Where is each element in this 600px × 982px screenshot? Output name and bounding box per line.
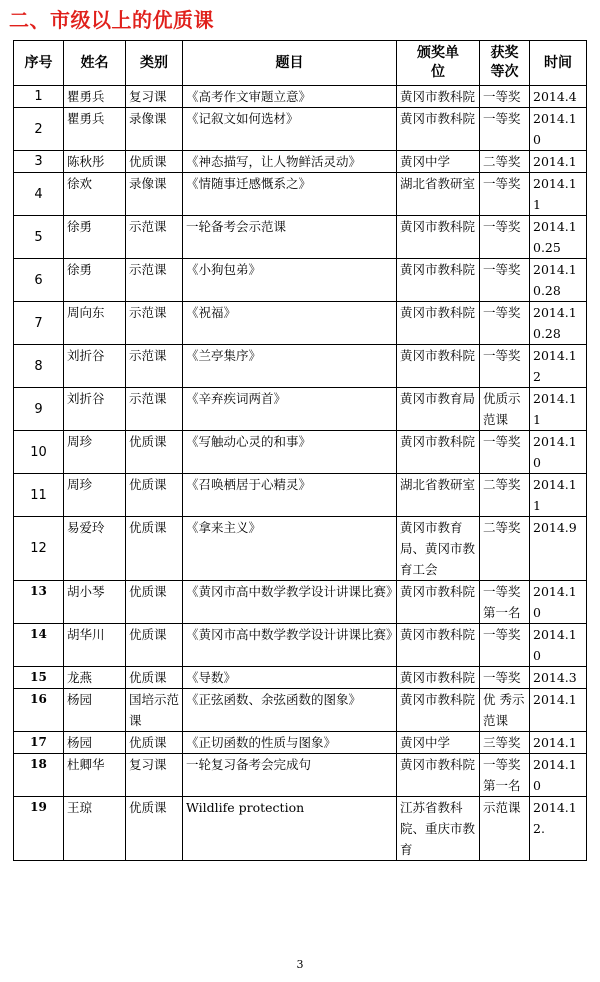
cell-time [530, 345, 587, 388]
cell-rank [480, 151, 530, 173]
cell-time-text: 2014.10.28 [533, 305, 577, 341]
cell-rank [480, 667, 530, 689]
cell-org-text: 黄冈市教科院 [400, 89, 476, 104]
cell-org-text: 黄冈市教科院 [400, 219, 476, 234]
cell-topic-text: 一轮复习备考会完成句 [186, 757, 312, 772]
cell-topic [183, 259, 397, 302]
cell-name-text: 徐勇 [67, 262, 93, 277]
cell-no [14, 388, 64, 431]
cell-no [14, 689, 64, 732]
cell-rank-text: 优质示范课 [483, 391, 521, 427]
cell-no-text: 16 [30, 692, 47, 706]
cell-type [126, 86, 183, 108]
cell-rank [480, 86, 530, 108]
cell-name-text: 王琼 [67, 800, 93, 815]
header-name: 姓名 [64, 41, 126, 86]
cell-topic [183, 754, 397, 797]
cell-topic-text: 《高考作文审题立意》 [186, 89, 312, 104]
cell-rank-text: 一等奖 [483, 627, 521, 642]
cell-type [126, 388, 183, 431]
cell-rank [480, 732, 530, 754]
cell-type [126, 517, 183, 581]
cell-time [530, 108, 587, 151]
cell-name [64, 216, 126, 259]
cell-time [530, 581, 587, 624]
cell-type [126, 474, 183, 517]
cell-rank [480, 689, 530, 732]
cell-time [530, 732, 587, 754]
cell-rank [480, 797, 530, 861]
cell-topic-text: 《写触动心灵的和事》 [186, 434, 312, 449]
header-no: 序号 [14, 41, 64, 86]
cell-rank-text: 一等奖第一名 [483, 757, 521, 793]
cell-time [530, 474, 587, 517]
cell-rank [480, 474, 530, 517]
cell-org-text: 黄冈中学 [400, 154, 451, 169]
header-rank: 获奖等次 [480, 41, 530, 86]
cell-type-text: 优质课 [129, 477, 167, 492]
cell-name-text: 龙燕 [67, 670, 93, 685]
table-row [14, 517, 587, 581]
cell-topic-text: Wildlife protection [186, 800, 305, 815]
cell-name [64, 754, 126, 797]
cell-time-text: 2014.10.25 [533, 219, 577, 255]
cell-type [126, 667, 183, 689]
cell-time [530, 431, 587, 474]
cell-rank [480, 302, 530, 345]
cell-no [14, 431, 64, 474]
cell-no-text: 10 [30, 444, 47, 460]
cell-rank-text: 一等奖 [483, 434, 521, 449]
cell-org [397, 302, 480, 345]
cell-topic-text: 《正弦函数、余弦函数的图象》 [186, 692, 362, 707]
cell-rank [480, 259, 530, 302]
cell-org-text: 黄冈市教科院 [400, 692, 476, 707]
cell-topic [183, 216, 397, 259]
cell-name [64, 732, 126, 754]
cell-type-text: 录像课 [129, 111, 167, 126]
cell-type-text: 优质课 [129, 735, 167, 750]
cell-no-text: 9 [34, 401, 43, 417]
cell-rank [480, 517, 530, 581]
cell-topic-text: 一轮备考会示范课 [186, 219, 287, 234]
cell-rank-text: 三等奖 [483, 735, 521, 750]
cell-topic-text: 《召唤栖居于心精灵》 [186, 477, 312, 492]
cell-no [14, 732, 64, 754]
table-row [14, 173, 587, 216]
cell-org-text: 黄冈市教育局 [400, 391, 476, 406]
cell-type-text: 优质课 [129, 154, 167, 169]
cell-name [64, 302, 126, 345]
cell-topic [183, 431, 397, 474]
cell-no [14, 517, 64, 581]
cell-topic-text: 《神态描写，让人物鲜活灵动》 [186, 154, 362, 169]
cell-type-text: 优质课 [129, 584, 167, 599]
cell-type [126, 754, 183, 797]
cell-type [126, 431, 183, 474]
cell-no-text: 18 [30, 757, 47, 771]
cell-time-text: 2014.1 [533, 154, 577, 169]
cell-no-text: 5 [34, 229, 43, 245]
cell-time [530, 797, 587, 861]
header-type: 类别 [126, 41, 183, 86]
cell-topic [183, 581, 397, 624]
cell-name [64, 345, 126, 388]
cell-org [397, 581, 480, 624]
cell-no [14, 624, 64, 667]
cell-rank-text: 一等奖第一名 [483, 584, 521, 620]
table-row [14, 754, 587, 797]
cell-rank [480, 754, 530, 797]
cell-time-text: 2014.12 [533, 348, 577, 384]
cell-rank-text: 优 秀示 范课 [483, 692, 525, 728]
cell-type-text: 优质课 [129, 520, 167, 535]
cell-topic-text: 《兰亭集序》 [186, 348, 262, 363]
cell-org [397, 431, 480, 474]
cell-topic [183, 517, 397, 581]
cell-time-text: 2014.10 [533, 434, 577, 470]
cell-no [14, 173, 64, 216]
cell-rank-text: 一等奖 [483, 176, 521, 191]
cell-rank [480, 431, 530, 474]
cell-time-text: 2014.1 [533, 692, 577, 707]
cell-no-text: 19 [30, 800, 47, 814]
cell-org-text: 黄冈市教科院 [400, 627, 476, 642]
cell-rank-text: 示范课 [483, 800, 521, 815]
cell-no [14, 259, 64, 302]
cell-org [397, 216, 480, 259]
cell-type-text: 复习课 [129, 89, 167, 104]
page-number: 3 [296, 958, 304, 971]
cell-no-text: 14 [30, 627, 47, 641]
cell-name [64, 797, 126, 861]
cell-type-text: 国培示范课 [129, 692, 180, 728]
cell-time-text: 2014.11 [533, 391, 577, 427]
cell-type-text: 示范课 [129, 348, 167, 363]
cell-org [397, 667, 480, 689]
cell-org [397, 624, 480, 667]
cell-name [64, 108, 126, 151]
cell-topic-text: 《小狗包弟》 [186, 262, 262, 277]
cell-name [64, 667, 126, 689]
cell-rank [480, 345, 530, 388]
cell-topic [183, 151, 397, 173]
cell-rank-text: 一等奖 [483, 111, 521, 126]
table-row [14, 732, 587, 754]
cell-no-text: 12 [30, 541, 47, 556]
cell-rank-text: 一等奖 [483, 89, 521, 104]
cell-topic-text: 《黄冈市高中数学教学设计讲课比赛》 [186, 627, 399, 642]
cell-org-text: 江苏省教科院、重庆市教育 [400, 800, 476, 857]
cell-type-text: 优质课 [129, 627, 167, 642]
cell-no-text: 6 [34, 272, 43, 288]
table-row [14, 151, 587, 173]
cell-time [530, 667, 587, 689]
cell-topic [183, 667, 397, 689]
cell-org [397, 732, 480, 754]
cell-time [530, 624, 587, 667]
cell-no [14, 216, 64, 259]
cell-no-text: 1 [34, 89, 43, 104]
cell-topic [183, 474, 397, 517]
cell-name [64, 388, 126, 431]
cell-time [530, 754, 587, 797]
cell-type [126, 108, 183, 151]
cell-type [126, 216, 183, 259]
header-topic: 题目 [183, 41, 397, 86]
cell-topic [183, 302, 397, 345]
cell-name [64, 624, 126, 667]
cell-type-text: 优质课 [129, 670, 167, 685]
cell-type [126, 151, 183, 173]
cell-org [397, 151, 480, 173]
table-row [14, 474, 587, 517]
cell-topic-text: 《祝福》 [186, 305, 237, 320]
table-row [14, 302, 587, 345]
header-time: 时间 [530, 41, 587, 86]
cell-org [397, 108, 480, 151]
cell-no-text: 13 [30, 584, 47, 598]
cell-rank [480, 388, 530, 431]
table-row [14, 259, 587, 302]
cell-topic-text: 《辛弃疾词两首》 [186, 391, 287, 406]
cell-name [64, 173, 126, 216]
cell-no [14, 581, 64, 624]
cell-type-text: 示范课 [129, 262, 167, 277]
cell-name-text: 刘折谷 [67, 391, 105, 406]
cell-name-text: 周向东 [67, 305, 105, 320]
cell-type-text: 示范课 [129, 219, 167, 234]
cell-name [64, 689, 126, 732]
cell-topic-text: 《导数》 [186, 670, 237, 685]
cell-no-text: 8 [34, 358, 43, 374]
cell-topic [183, 86, 397, 108]
cell-org-text: 黄冈市教科院 [400, 111, 476, 126]
section-title: 二、市级以上的优质课 [9, 8, 214, 32]
cell-no [14, 151, 64, 173]
table-row [14, 108, 587, 151]
cell-rank-text: 一等奖 [483, 305, 521, 320]
cell-topic-text: 《黄冈市高中数学教学设计讲课比赛》 [186, 584, 399, 599]
cell-rank-text: 一等奖 [483, 670, 521, 685]
cell-rank-text: 一等奖 [483, 219, 521, 234]
cell-time [530, 259, 587, 302]
cell-type [126, 302, 183, 345]
table-row [14, 689, 587, 732]
cell-no [14, 302, 64, 345]
cell-no [14, 108, 64, 151]
cell-rank-text: 二等奖 [483, 477, 521, 492]
cell-time-text: 2014.10 [533, 111, 577, 147]
cell-time [530, 517, 587, 581]
cell-time-text: 2014.10 [533, 584, 577, 620]
table-row [14, 581, 587, 624]
cell-rank-text: 一等奖 [483, 262, 521, 277]
cell-type [126, 259, 183, 302]
cell-name [64, 431, 126, 474]
cell-rank [480, 581, 530, 624]
cell-topic-text: 《情随事迁感慨系之》 [186, 176, 312, 191]
cell-time [530, 86, 587, 108]
cell-no [14, 754, 64, 797]
cell-name [64, 581, 126, 624]
cell-topic-text: 《拿来主义》 [186, 520, 262, 535]
cell-org [397, 474, 480, 517]
cell-type-text: 复习课 [129, 757, 167, 772]
cell-no-text: 3 [34, 154, 43, 169]
cell-org-text: 黄冈市教科院 [400, 670, 476, 685]
cell-time [530, 216, 587, 259]
cell-org-text: 黄冈市教科院 [400, 584, 476, 599]
table-row [14, 431, 587, 474]
cell-rank [480, 624, 530, 667]
cell-name [64, 86, 126, 108]
cell-no [14, 345, 64, 388]
table-row [14, 345, 587, 388]
cell-topic [183, 173, 397, 216]
cell-time-text: 2014.4 [533, 89, 577, 104]
table-header-row [14, 41, 587, 86]
cell-name-text: 陈秋彤 [67, 154, 105, 169]
cell-type-text: 示范课 [129, 305, 167, 320]
cell-name-text: 易爱玲 [67, 520, 105, 535]
cell-name-text: 杜卿华 [67, 757, 105, 772]
cell-org [397, 173, 480, 216]
cell-topic [183, 689, 397, 732]
cell-name-text: 瞿勇兵 [67, 89, 105, 104]
cell-type [126, 797, 183, 861]
cell-time-text: 2014.10 [533, 757, 577, 793]
table-row [14, 797, 587, 861]
cell-time-text: 2014.1 [533, 735, 577, 750]
cell-rank [480, 108, 530, 151]
cell-no-text: 11 [30, 487, 47, 503]
cell-time-text: 2014.3 [533, 670, 577, 685]
cell-time-text: 2014.11 [533, 477, 577, 513]
cell-org [397, 689, 480, 732]
cell-name-text: 徐勇 [67, 219, 93, 234]
cell-time-text: 2014.11 [533, 176, 577, 212]
cell-time [530, 173, 587, 216]
cell-time [530, 689, 587, 732]
cell-name-text: 杨园 [67, 735, 93, 750]
cell-org-text: 湖北省教研室 [400, 176, 476, 191]
cell-no-text: 4 [34, 186, 43, 202]
cell-topic [183, 108, 397, 151]
cell-type [126, 689, 183, 732]
cell-topic [183, 388, 397, 431]
cell-no-text: 7 [34, 315, 43, 331]
cell-time [530, 388, 587, 431]
cell-no-text: 17 [30, 735, 47, 749]
awards-table [13, 40, 587, 861]
table-row [14, 86, 587, 108]
cell-name [64, 474, 126, 517]
cell-no [14, 86, 64, 108]
cell-type-text: 优质课 [129, 434, 167, 449]
cell-rank [480, 216, 530, 259]
table-row [14, 216, 587, 259]
cell-topic [183, 345, 397, 388]
cell-type-text: 录像课 [129, 176, 167, 191]
cell-type [126, 173, 183, 216]
table-row [14, 624, 587, 667]
cell-topic [183, 732, 397, 754]
table-row [14, 667, 587, 689]
cell-org [397, 259, 480, 302]
cell-rank-text: 一等奖 [483, 348, 521, 363]
cell-rank-text: 二等奖 [483, 154, 521, 169]
cell-org [397, 345, 480, 388]
cell-name [64, 151, 126, 173]
cell-no [14, 667, 64, 689]
cell-rank [480, 173, 530, 216]
cell-type [126, 732, 183, 754]
cell-org-text: 黄冈市教科院 [400, 434, 476, 449]
cell-org-text: 黄冈市教科院 [400, 757, 476, 772]
cell-topic [183, 624, 397, 667]
cell-name [64, 517, 126, 581]
cell-name-text: 胡华川 [67, 627, 105, 642]
cell-org-text: 黄冈中学 [400, 735, 451, 750]
cell-org [397, 517, 480, 581]
cell-time-text: 2014.10 [533, 627, 577, 663]
cell-name-text: 徐欢 [67, 176, 93, 191]
cell-time-text: 2014.12. [533, 800, 577, 836]
cell-org-text: 黄冈市教育局、黄冈市教育工会 [400, 520, 476, 577]
cell-no-text: 2 [34, 121, 43, 137]
cell-type [126, 624, 183, 667]
cell-org-text: 黄冈市教科院 [400, 305, 476, 320]
cell-name-text: 瞿勇兵 [67, 111, 105, 126]
cell-org [397, 388, 480, 431]
cell-name-text: 周珍 [67, 477, 93, 492]
cell-time-text: 2014.9 [533, 520, 577, 535]
cell-topic [183, 797, 397, 861]
cell-no [14, 797, 64, 861]
cell-topic-text: 《记叙文如何选材》 [186, 111, 299, 126]
cell-type-text: 示范课 [129, 391, 167, 406]
cell-name-text: 周珍 [67, 434, 93, 449]
cell-name-text: 刘折谷 [67, 348, 105, 363]
cell-org [397, 86, 480, 108]
cell-name [64, 259, 126, 302]
cell-type [126, 345, 183, 388]
cell-org [397, 754, 480, 797]
cell-time-text: 2014.10.28 [533, 262, 577, 298]
cell-time [530, 302, 587, 345]
cell-rank-text: 二等奖 [483, 520, 521, 535]
cell-name-text: 杨园 [67, 692, 93, 707]
cell-no-text: 15 [30, 670, 47, 684]
cell-org [397, 797, 480, 861]
cell-type [126, 581, 183, 624]
cell-org-text: 黄冈市教科院 [400, 348, 476, 363]
cell-no [14, 474, 64, 517]
cell-type-text: 优质课 [129, 800, 167, 815]
cell-name-text: 胡小琴 [67, 584, 105, 599]
cell-org-text: 湖北省教研室 [400, 477, 476, 492]
table-row [14, 388, 587, 431]
cell-time [530, 151, 587, 173]
cell-topic-text: 《正切函数的性质与图象》 [186, 735, 337, 750]
header-org: 颁奖单位 [397, 41, 480, 86]
cell-org-text: 黄冈市教科院 [400, 262, 476, 277]
